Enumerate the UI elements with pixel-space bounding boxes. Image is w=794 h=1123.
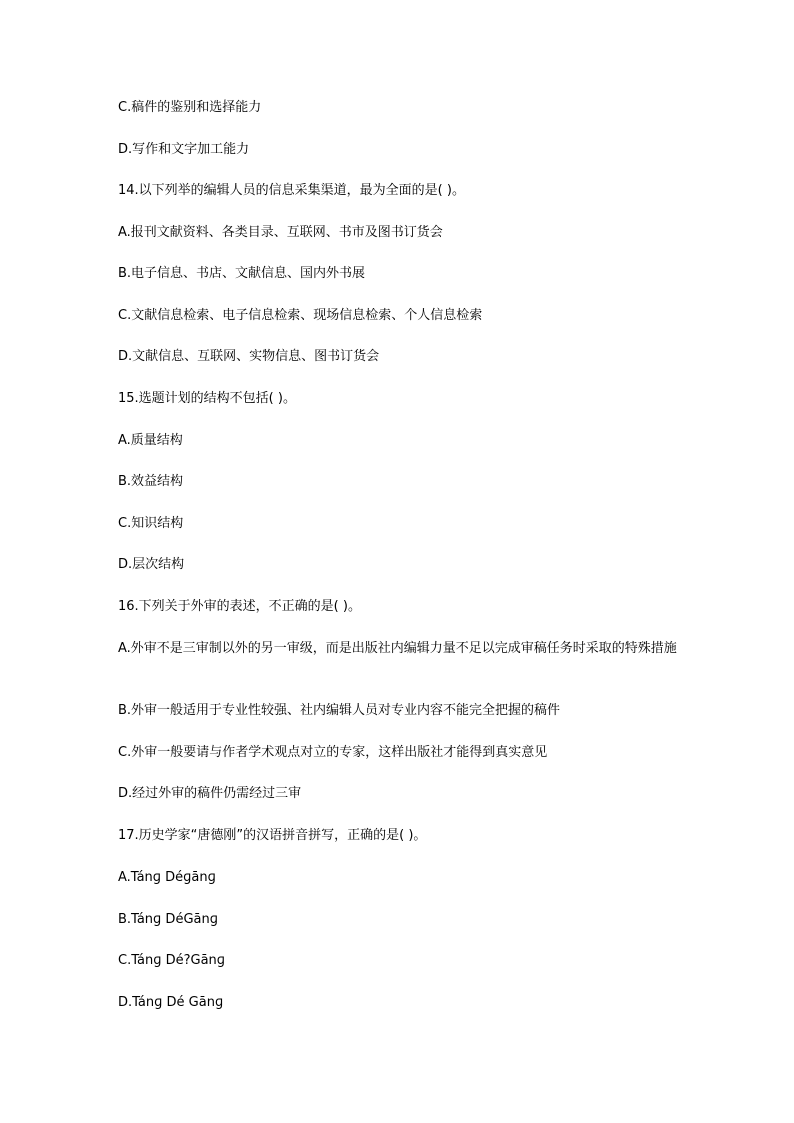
option-13c: C.稿件的鉴别和选择能力 <box>118 100 262 115</box>
option-17a: A.Tánɡ Déɡānɡ <box>118 870 216 885</box>
option-16b: B.外审一般适用于专业性较强、社内编辑人员对专业内容不能完全把握的稿件 <box>118 703 561 718</box>
option-15d: D.层次结构 <box>118 557 185 572</box>
option-16a: A.外审不是三审制以外的另一审级，而是出版社内编辑力量不足以完成审稿任务时采取的特殊措施 <box>118 641 677 656</box>
option-17d: D.Tánɡ Dé Gānɡ <box>118 995 224 1010</box>
option-14c: C.文献信息检索、电子信息检索、现场信息检索、个人信息检索 <box>118 308 483 323</box>
question-14: 14.以下列举的编辑人员的信息采集渠道，最为全面的是( )。 <box>118 183 465 198</box>
option-15a: A.质量结构 <box>118 433 183 448</box>
option-15b: B.效益结构 <box>118 474 184 489</box>
option-13d: D.写作和文字加工能力 <box>118 142 250 157</box>
option-17c: C.Tánɡ Dé?Gānɡ <box>118 953 226 968</box>
option-15c: C.知识结构 <box>118 516 184 531</box>
question-17: 17.历史学家“唐德刚”的汉语拼音拼写，正确的是( )。 <box>118 828 427 843</box>
question-16: 16.下列关于外审的表述，不正确的是( )。 <box>118 599 361 614</box>
question-15: 15.选题计划的结构不包括( )。 <box>118 391 296 406</box>
option-14d: D.文献信息、互联网、实物信息、图书订货会 <box>118 349 380 364</box>
option-16c: C.外审一般要请与作者学术观点对立的专家，这样出版社才能得到真实意见 <box>118 745 548 760</box>
option-17b: B.Tánɡ DéGānɡ <box>118 912 218 927</box>
option-14a: A.报刊文献资料、各类目录、互联网、书市及图书订货会 <box>118 225 443 240</box>
option-16d: D.经过外审的稿件仍需经过三审 <box>118 786 302 801</box>
option-14b: B.电子信息、书店、文献信息、国内外书展 <box>118 266 366 281</box>
